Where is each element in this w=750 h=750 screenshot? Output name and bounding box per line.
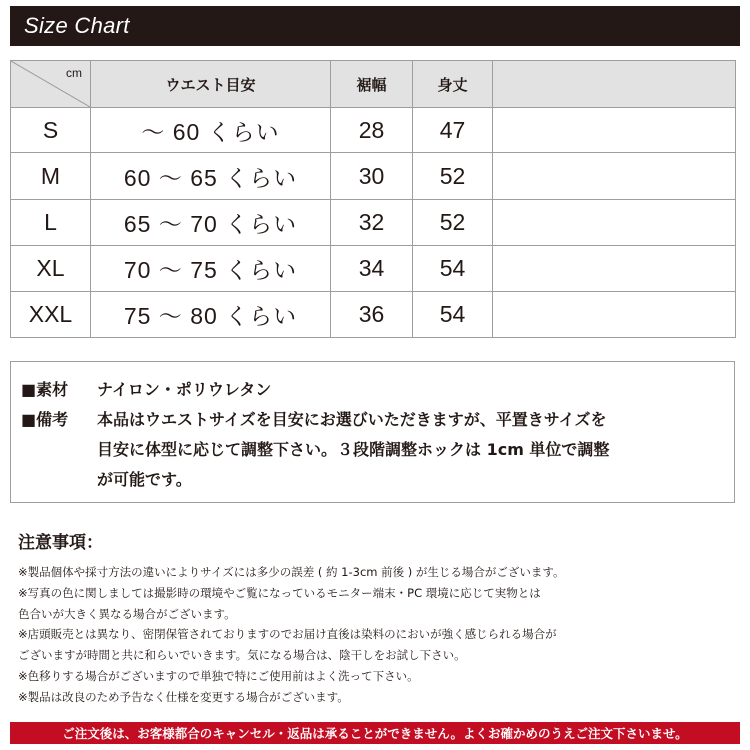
table-row bbox=[11, 153, 736, 200]
page-title: Size Chart bbox=[24, 13, 130, 38]
column-header-waist: ウエスト目安 bbox=[91, 61, 331, 108]
remarks-line: 目安に体型に応じて調整下さい。３段階調整ホックは 1cm 単位で調整 bbox=[97, 440, 610, 459]
hem-cell: 30 bbox=[331, 153, 413, 200]
hem-cell: 34 bbox=[331, 246, 413, 292]
column-header-length: 身丈 bbox=[413, 61, 493, 108]
size-table bbox=[10, 60, 736, 338]
waist-cell: ～ 60 くらい bbox=[91, 108, 331, 153]
remarks-label: ■備考 bbox=[21, 410, 69, 429]
cancellation-notice-text: ご注文後は、お客様都合のキャンセル・返品は承ることができません。よくお確かめのうえご注文下さいませ。 bbox=[62, 726, 688, 741]
hem-cell: 32 bbox=[331, 200, 413, 246]
waist-cell: 60 ～ 65 くらい bbox=[91, 153, 331, 200]
waist-cell: 70 ～ 75 くらい bbox=[91, 246, 331, 292]
size-cell: XXL bbox=[11, 292, 91, 338]
material-info-box bbox=[10, 361, 735, 503]
extra-cell bbox=[493, 292, 736, 338]
note-line: ※店頭販売とは異なり、密閉保管されておりますのでお届け直後は染料のにおいが強く感じられる場合が bbox=[18, 627, 557, 642]
size-chart-header bbox=[10, 6, 740, 46]
note-line: 色合いが大きく異なる場合がございます。 bbox=[18, 606, 236, 621]
length-cell: 52 bbox=[413, 153, 493, 200]
length-cell: 54 bbox=[413, 292, 493, 338]
table-row bbox=[11, 200, 736, 246]
remarks-text bbox=[97, 405, 722, 495]
length-cell: 52 bbox=[413, 200, 493, 246]
remarks-line: が可能です。 bbox=[97, 470, 192, 489]
note-line: ※写真の色に関しましては撮影時の環境やご覧になっているモニター端末・PC 環境に応じて実物とは bbox=[18, 585, 541, 600]
extra-cell bbox=[493, 108, 736, 153]
remarks-line: 本品はウエストサイズを目安にお選びいただきますが、平置きサイズを bbox=[97, 410, 607, 429]
size-cell: S bbox=[11, 108, 91, 153]
column-header-extra bbox=[493, 61, 736, 108]
table-row bbox=[11, 246, 736, 292]
size-cell: XL bbox=[11, 246, 91, 292]
extra-cell bbox=[493, 153, 736, 200]
column-header-hem: 裾幅 bbox=[331, 61, 413, 108]
note-line: ※製品は改良のため予告なく仕様を変更する場合がございます。 bbox=[18, 689, 349, 704]
length-cell: 47 bbox=[413, 108, 493, 153]
waist-cell: 65 ～ 70 くらい bbox=[91, 200, 331, 246]
table-row bbox=[11, 292, 736, 338]
hem-cell: 28 bbox=[331, 108, 413, 153]
hem-cell: 36 bbox=[331, 292, 413, 338]
unit-label: cm bbox=[66, 66, 82, 80]
extra-cell bbox=[493, 200, 736, 246]
material-label: ■素材 bbox=[21, 380, 69, 399]
size-cell: L bbox=[11, 200, 91, 246]
note-line: ございますが時間と共に和らいでいきます。気になる場合は、陰干しをお試し下さい。 bbox=[18, 648, 466, 663]
unit-corner-cell bbox=[11, 61, 91, 108]
waist-cell: 75 ～ 80 くらい bbox=[91, 292, 331, 338]
material-row bbox=[21, 375, 722, 405]
cancellation-notice-banner bbox=[10, 722, 740, 744]
length-cell: 54 bbox=[413, 246, 493, 292]
extra-cell bbox=[493, 246, 736, 292]
material-value: ナイロン・ポリウレタン bbox=[97, 380, 272, 399]
notes-title: 注意事項： bbox=[18, 533, 103, 553]
note-line: ※製品個体や採寸方法の違いによりサイズには多少の誤差 ( 約 1-3cm 前後 ) が生じる場合がございます。 bbox=[18, 565, 565, 579]
note-line: ※色移りする場合がございますので単独で特にご使用前はよく洗って下さい。 bbox=[18, 668, 419, 683]
table-header-row bbox=[11, 61, 736, 108]
remarks-row bbox=[21, 405, 722, 495]
size-cell: M bbox=[11, 153, 91, 200]
table-row bbox=[11, 108, 736, 153]
notes-section bbox=[18, 528, 734, 708]
